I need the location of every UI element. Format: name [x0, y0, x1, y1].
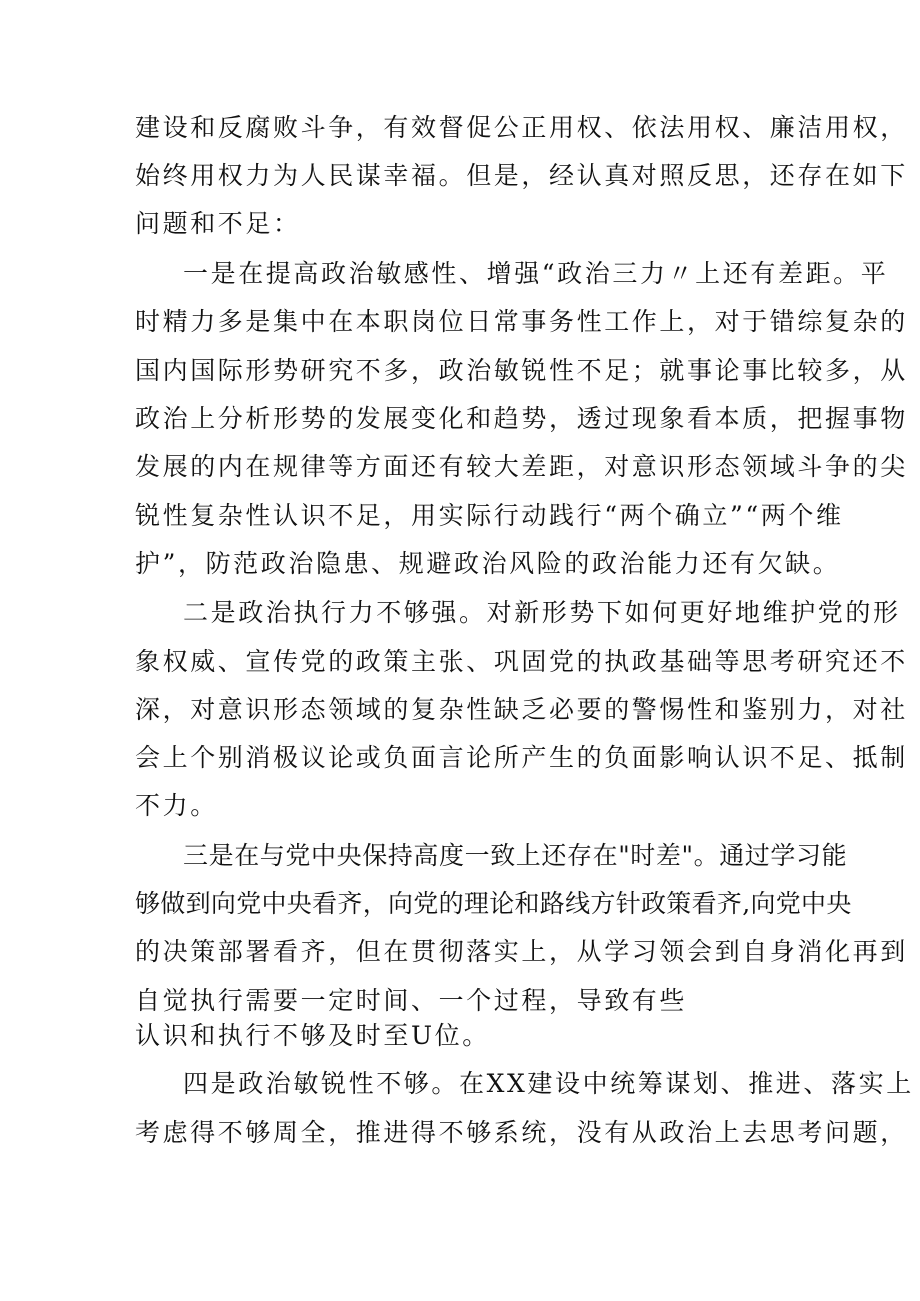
- paragraph-3-line-4: 自觉执行需要一定时间、一个过程，导致有些: [135, 986, 688, 1015]
- paragraph-1-line-7: 护”，防范政治隐患、规避政治风险的政治能力还有欠缺。: [135, 549, 841, 578]
- paragraph-1-line-1: 一是在提高政治敏感性、增强“政治三力〃上还有差距。平: [183, 259, 889, 288]
- paragraph-2-line-3: 深，对意识形态领域的复杂性缺乏必要的警惕性和鉴别力，对社: [135, 695, 908, 724]
- paragraph-1-line-5: 发展的内在规律等方面还有较大差距，对意识形态领域斗争的尖: [135, 452, 908, 481]
- paragraph-1-line-6: 锐性复杂性认识不足，用实际行动践行“两个确立”“两个维: [135, 501, 844, 530]
- paragraph-1-line-2: 时精力多是集中在本职岗位日常事务性工作上，对于错综复杂的: [135, 307, 908, 336]
- paragraph-2-line-4: 会上个别消极议论或负面言论所产生的负面影响认识不足、抵制: [135, 743, 908, 772]
- paragraph-2-line-1: 二是政治执行力不够强。对新形势下如何更好地维护党的形: [183, 598, 901, 627]
- text-line-2: 始终用权力为人民谋幸福。但是，经认真对照反思，还存在如下: [135, 161, 908, 190]
- paragraph-1-line-3: 国内国际形势研究不多，政治敏锐性不足；就事论事比较多，从: [135, 356, 908, 385]
- paragraph-1-line-4: 政治上分析形势的发展变化和趋势，透过现象看本质，把握事物: [135, 404, 908, 433]
- paragraph-3-line-3: 的决策部署看齐，但在贯彻落实上，从学习领会到自身消化再到: [135, 937, 908, 966]
- paragraph-4-line-1: 四是政治敏锐性不够。在XX建设中统筹谋划、推进、落实上: [183, 1069, 914, 1098]
- paragraph-3-line-5: 认识和执行不够及时至U位。: [135, 1021, 490, 1050]
- paragraph-4-line-2: 考虑得不够周全，推进得不够系统，没有从政治上去思考问题，: [135, 1118, 908, 1147]
- text-line-3: 问题和不足：: [135, 209, 301, 238]
- paragraph-3-line-1: 三是在与党中央保持高度一致上还存在"时差"。通过学习能: [183, 841, 848, 870]
- paragraph-2-line-5: 不力。: [135, 791, 218, 820]
- text-line-1: 建设和反腐败斗争，有效督促公正用权、依法用权、廉洁用权，: [135, 113, 908, 142]
- paragraph-3-line-2: 够做到向党中央看齐，向党的理论和路线方针政策看齐,向党中央: [135, 889, 852, 918]
- paragraph-2-line-2: 象权威、宣传党的政策主张、巩固党的执政基础等思考研究还不: [135, 647, 908, 676]
